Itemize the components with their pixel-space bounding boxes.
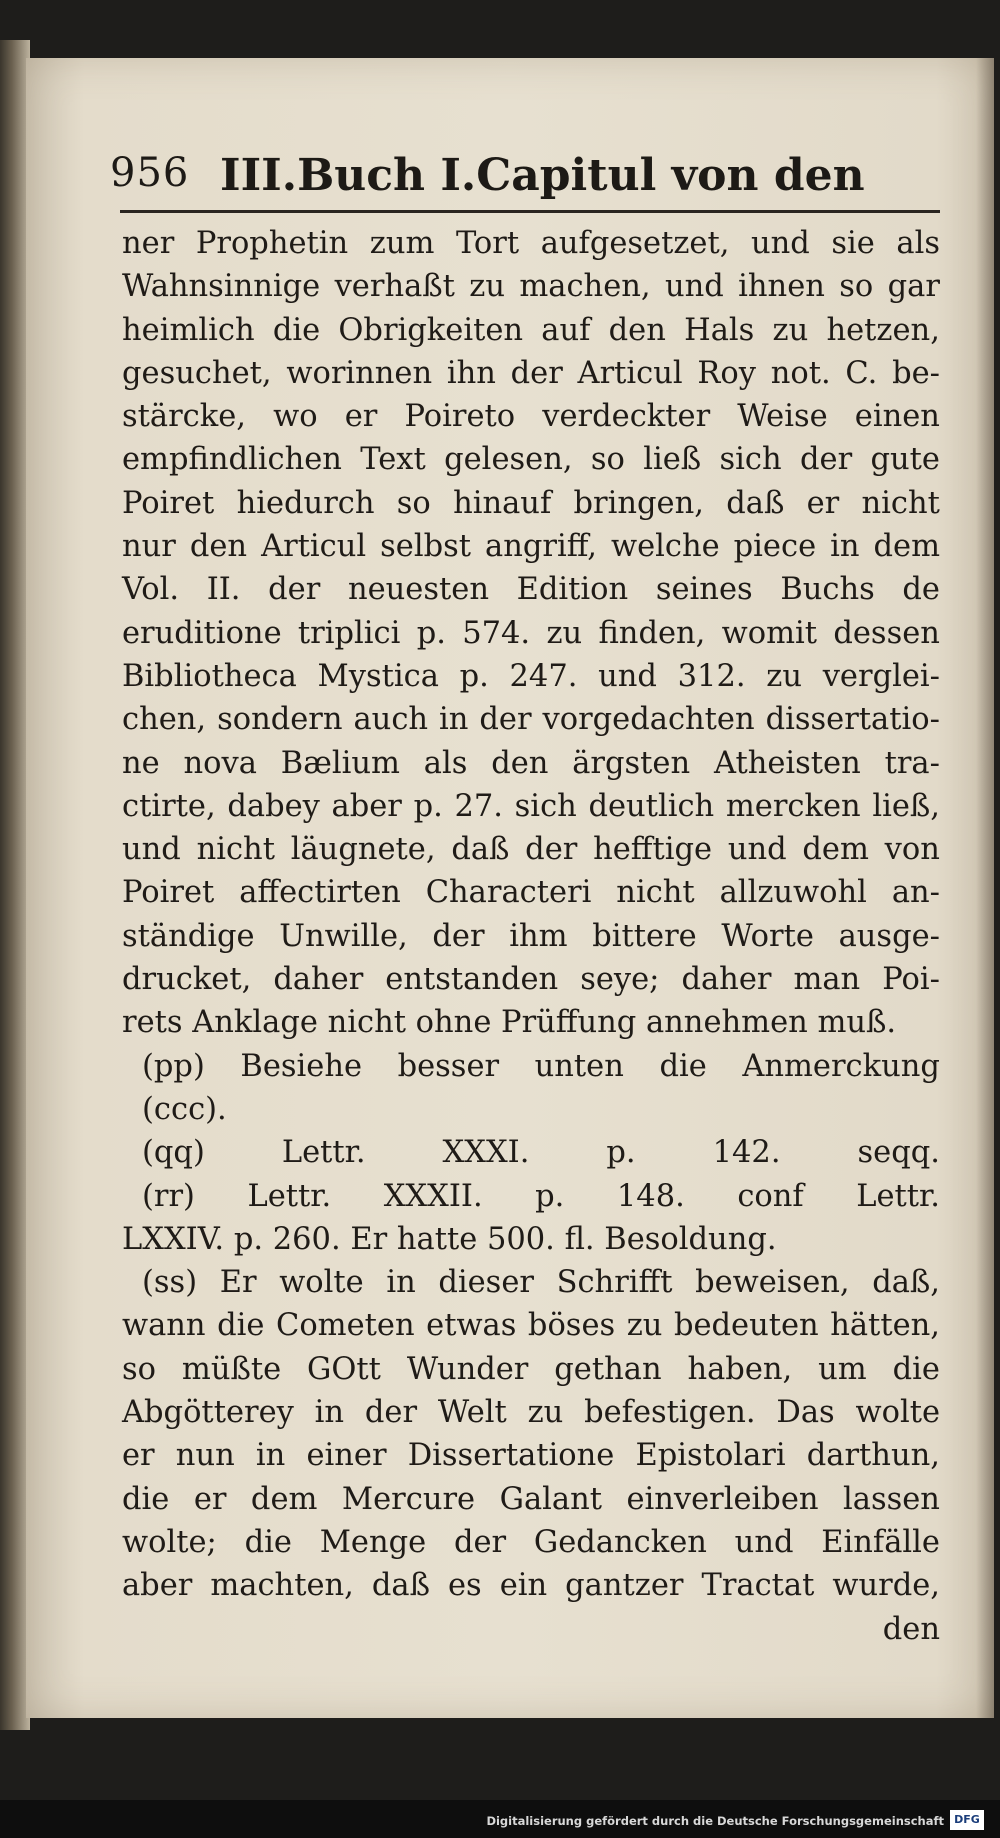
text-line: Bibliotheca Mystica p. 247. und 312. zu verglei- xyxy=(122,658,940,694)
running-head: III.Buch I.Capitul von den xyxy=(220,150,865,201)
page-header xyxy=(110,150,910,210)
text-line: ner Prophetin zum Tort aufgesetzet, und sie als xyxy=(122,226,940,261)
text-line: chen, sondern auch in der vorgedachten dissertatio- xyxy=(122,702,940,738)
text-line: Wahnsinnige verhaßt zu machen, und ihnen so gar xyxy=(122,269,940,305)
text-line: gesuchet, worinnen ihn der Articul Roy not. C. be- xyxy=(122,355,940,391)
text-line: (ccc). xyxy=(142,1091,227,1127)
text-line: wolte; die Menge der Gedancken und Einfälle xyxy=(122,1524,940,1560)
dfg-logo: DFG xyxy=(950,1810,984,1830)
text-line: die er dem Mercure Galant einverleiben lassen xyxy=(122,1481,940,1517)
text-line: stärcke, wo er Poireto verdeckter Weise einen xyxy=(122,399,940,435)
digitization-credit: Digitalisierung gefördert durch die Deutsche Forschungsgemeinschaft xyxy=(486,1814,944,1828)
text-line: aber machten, daß es ein gantzer Tractat wurde, xyxy=(122,1568,940,1604)
page-number: 956 xyxy=(110,150,190,196)
header-rule xyxy=(120,210,940,213)
text-line: und nicht läugnete, daß der hefftige und dem von xyxy=(122,832,940,868)
text-line: er nun in einer Dissertatione Epistolari darthun, xyxy=(122,1438,940,1474)
text-line: (pp) Besiehe besser unten die Anmerckung xyxy=(142,1048,940,1084)
text-line: drucket, daher entstanden seye; daher man Poi- xyxy=(122,962,940,998)
text-line: ctirte, dabey aber p. 27. sich deutlich mercken ließ, xyxy=(122,788,940,824)
text-line: den xyxy=(882,1611,940,1647)
footer-bar xyxy=(0,1800,1000,1838)
text-line: Poiret affectirten Characteri nicht allzuwohl an- xyxy=(122,875,940,911)
text-line: wann die Cometen etwas böses zu bedeuten hätten, xyxy=(122,1308,940,1344)
body-text xyxy=(122,222,940,1651)
text-line: ständige Unwille, der ihm bittere Worte ausge- xyxy=(122,918,940,954)
text-line: (qq) Lettr. XXXI. p. 142. seqq. xyxy=(142,1135,940,1171)
text-line: Abgötterey in der Welt zu befestigen. Das wolte xyxy=(122,1395,940,1431)
text-line: empfindlichen Text gelesen, so ließ sich der gute xyxy=(122,442,940,478)
text-line: Poiret hiedurch so hinauf bringen, daß er nicht xyxy=(122,485,940,521)
gutter-shadow xyxy=(976,58,994,1718)
text-line: eruditione triplici p. 574. zu finden, womit dessen xyxy=(122,615,940,651)
text-line: (ss) Er wolte in dieser Schrifft beweisen, daß, xyxy=(142,1265,940,1301)
text-line: Vol. II. der neuesten Edition seines Buchs de xyxy=(122,572,940,608)
text-line: (rr) Lettr. XXXII. p. 148. conf Lettr. xyxy=(142,1178,940,1214)
text-line: LXXIV. p. 260. Er hatte 500. fl. Besoldung. xyxy=(122,1221,777,1257)
text-line: rets Anklage nicht ohne Prüffung annehmen muß. xyxy=(122,1005,897,1041)
text-line: nur den Articul selbst angriff, welche piece in dem xyxy=(122,529,940,565)
text-line: heimlich die Obrigkeiten auf den Hals zu hetzen, xyxy=(122,312,940,348)
text-line: ne nova Bælium als den ärgsten Atheisten tra- xyxy=(122,745,940,781)
text-line: so müßte GOtt Wunder gethan haben, um die xyxy=(122,1351,940,1387)
